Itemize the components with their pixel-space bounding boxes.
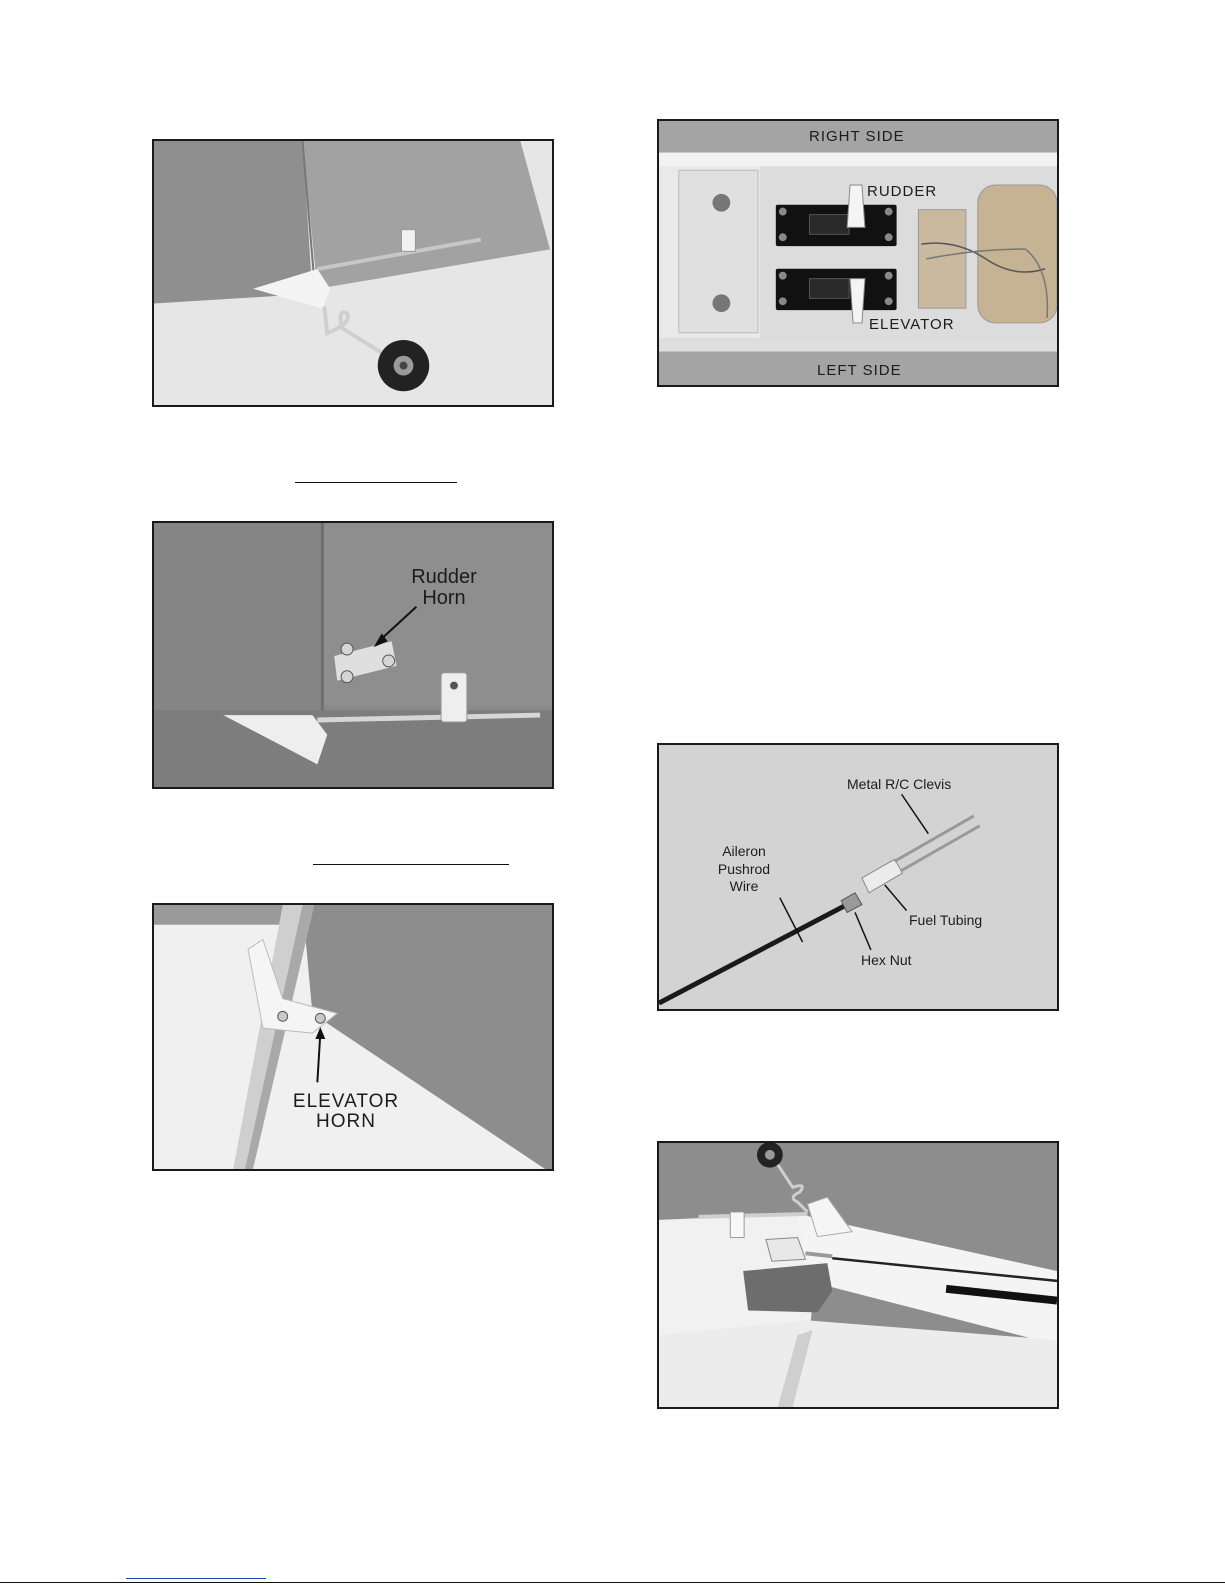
- servo-tray-right-side-label: RIGHT SIDE: [809, 128, 905, 145]
- tailwheel-photo-image: [154, 141, 552, 405]
- clevis-hex-nut-label: Hex Nut: [861, 952, 912, 968]
- servo-tray-elevator-label: ELEVATOR: [869, 316, 955, 333]
- clevis-aileron-label-line2: Pushrod: [717, 860, 771, 877]
- servo-tray-photo-image: [659, 121, 1057, 385]
- rudder-horn-photo-image: [154, 523, 552, 787]
- elevator-horn-label-line2: HORN: [316, 1110, 376, 1132]
- elevator-horn-photo: [152, 903, 554, 1171]
- clevis-fuel-tubing-label: Fuel Tubing: [909, 912, 983, 928]
- footer-link-underline: [126, 1578, 266, 1579]
- clevis-metal-label: Metal R/C Clevis: [847, 776, 952, 792]
- rudder-horn-label: [389, 567, 499, 609]
- footer-rule: [0, 1582, 1225, 1583]
- rudder-horn-label-line2: Horn: [422, 587, 466, 609]
- section-underline-2: [313, 864, 509, 865]
- clevis-aileron-label-line3: Wire: [729, 878, 759, 894]
- pushrod-install-photo: [657, 1141, 1059, 1409]
- clevis-photo: [657, 743, 1059, 1011]
- elevator-horn-label: [286, 1092, 406, 1132]
- rudder-horn-label-line1: Rudder: [411, 566, 477, 588]
- rudder-horn-photo: [152, 521, 554, 789]
- clevis-aileron-label-line1: Aileron: [722, 843, 766, 859]
- section-underline-1: [295, 482, 457, 483]
- elevator-horn-label-line1: ELEVATOR: [292, 1091, 400, 1112]
- tailwheel-photo: [152, 139, 554, 407]
- pushrod-install-photo-image: [659, 1143, 1057, 1407]
- clevis-aileron-label: [699, 843, 789, 896]
- servo-tray-left-side-label: LEFT SIDE: [817, 362, 902, 379]
- servo-tray-rudder-label: RUDDER: [867, 183, 938, 200]
- servo-tray-photo: [657, 119, 1059, 387]
